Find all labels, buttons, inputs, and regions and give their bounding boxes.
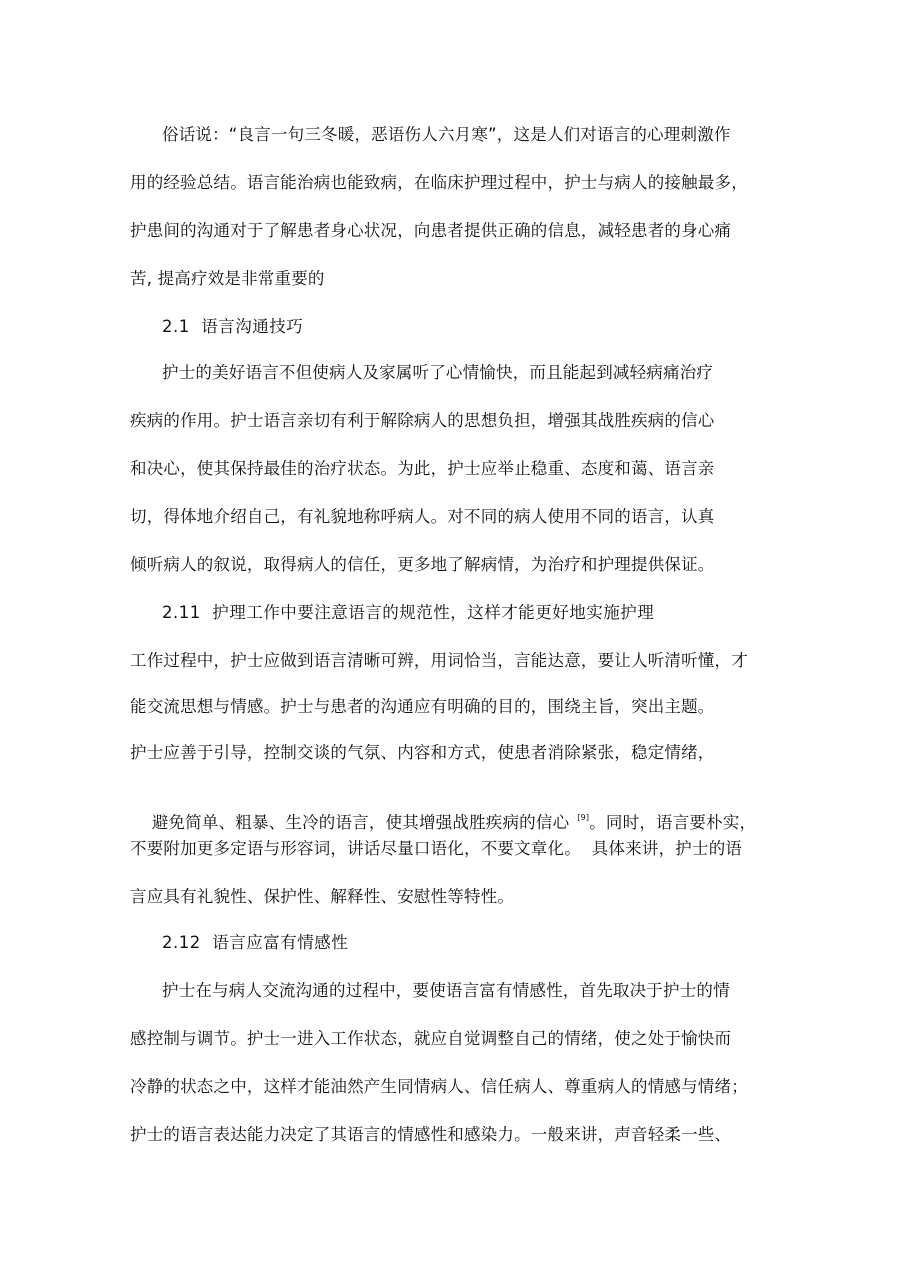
section-2-11-ref-line-text: 避免简单、粗暴、生冷的语言，使其增强战胜疾病的信心 xyxy=(151,813,570,832)
section-2-11-line-6: 言应具有礼貌性、保护性、解释性、安慰性等特性。 xyxy=(130,887,515,906)
section-2-12-line-3: 冷静的状态之中，这样才能油然产生同情病人、信任病人、尊重病人的情感与情绪； xyxy=(130,1077,748,1096)
section-2-1-line-2: 疾病的作用。护士语言亲切有利于解除病人的思想负担，增强其战胜疾病的信心 xyxy=(130,411,715,430)
section-2-1-line-1: 护士的美好语言不但使病人及家属听了心情愉快，而且能起到减轻病痛治疗 xyxy=(162,363,714,382)
paragraph-1-line-4: 苦, 提高疗效是非常重要的 xyxy=(130,269,325,288)
section-2-1-line-4: 切，得体地介绍自己，有礼貌地称呼病人。对不同的病人使用不同的语言，认真 xyxy=(130,507,715,526)
section-2-1-line-5: 倾听病人的叙说，取得病人的信任，更多地了解病情，为治疗和护理提供保证。 xyxy=(130,555,715,574)
section-2-12-line-1: 护士在与病人交流沟通的过程中，要使语言富有情感性，首先取决于护士的情 xyxy=(162,981,730,1000)
section-2-11-line-5: 不要附加更多定语与形容词，讲话尽量口语化，不要文章化。 具体来讲，护士的语 xyxy=(130,839,743,858)
section-2-1-line-3: 和决心，使其保持最佳的治疗状态。为此，护士应举止稳重、态度和蔼、语言亲 xyxy=(130,459,715,478)
section-2-11-line-2: 能交流思想与情感。护士与患者的沟通应有明确的目的，围绕主旨，突出主题。 xyxy=(130,697,715,716)
paragraph-1-line-2: 用的经验总结。语言能治病也能致病，在临床护理过程中，护士与病人的接触最多， xyxy=(130,173,748,192)
section-2-1-heading: 2.1 语言沟通技巧 xyxy=(162,317,304,336)
paragraph-1-line-3: 护患间的沟通对于了解患者身心状况，向患者提供正确的信息，减轻患者的身心痛 xyxy=(130,221,732,240)
section-2-11-ref-line-tail: 。同时，语言要朴实， xyxy=(589,813,757,832)
section-2-11-line-3: 护士应善于引导，控制交谈的气氛、内容和方式，使患者消除紧张，稳定情绪， xyxy=(130,743,715,762)
citation-marker: [9] xyxy=(577,813,590,822)
section-2-11-line-1: 工作过程中，护士应做到语言清晰可辨，用词恰当，言能达意，要让人听清听懂，才 xyxy=(130,651,748,670)
section-2-11-heading: 2.11 护理工作中要注意语言的规范性，这样才能更好地实施护理 xyxy=(162,603,655,622)
paragraph-1-line-1: 俗话说：“良言一句三冬暖，恶语伤人六月寒”，这是人们对语言的心理刺激作 xyxy=(162,125,731,144)
section-2-12-line-4: 护士的语言表达能力决定了其语言的情感性和感染力。一般来讲，声音轻柔一些、 xyxy=(130,1125,732,1144)
section-2-12-heading: 2.12 语言应富有情感性 xyxy=(162,933,349,952)
section-2-12-line-2: 感控制与调节。护士一进入工作状态，就应自觉调整自己的情绪，使之处于愉快而 xyxy=(130,1029,732,1048)
